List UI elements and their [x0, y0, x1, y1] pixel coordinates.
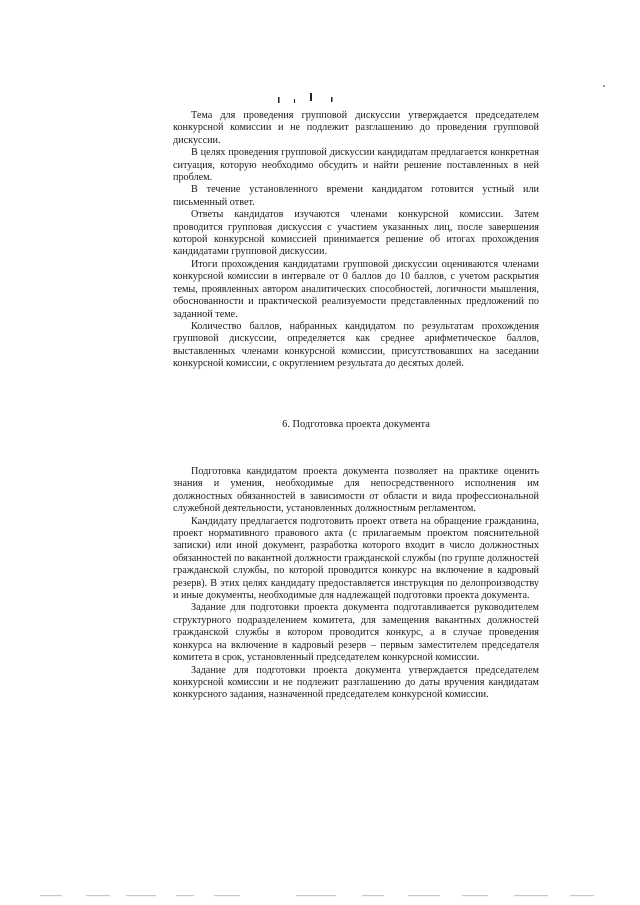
paragraph: Тема для проведения групповой дискуссии утверждается председателем конкурсной комиссии и не подлежит разглашению до проведения групповой дискуссии. — [173, 110, 539, 146]
section-heading: 6. Подготовка проекта документа — [282, 419, 430, 430]
paragraph: Задание для подготовки проекта документа утверждается председателем конкурсной комиссии и не подлежит разглашению до даты вручения кандидатам конкурсного задания, назначенной председателем конкурсной комиссии. — [173, 664, 539, 701]
paragraph: Кандидату предлагается подготовить проект ответа на обращение гражданина, проект нормативного правового акта (с прилагаемым проектом пояснительной записки) или иной документ, разработка которого входит в число должностных обязанностей по вакантной должности гражданской службы (по группе должностей гражданской службы, по которой проводится конкурс на включение в кадровый резерв). В этих целях кандидату предоставляется инструкция по делопроизводству и иные документы, необходимые для надлежащей подготовки проекта документа. — [173, 515, 539, 602]
footer-scan-marks — [40, 895, 594, 896]
header-scan-specks — [278, 85, 605, 103]
paragraph: В целях проведения групповой дискуссии кандидатам предлагается конкретная ситуация, которую необходимо обсудить и найти решение поставленных в ней проблем. — [173, 147, 539, 184]
paragraph: Итоги прохождения кандидатами групповой дискуссии оцениваются членами конкурсной комиссии в интервале от 0 баллов до 10 баллов, с учетом раскрытия темы, проявленных автором аналитических способностей, логичности мышления, обоснованности и практической реализуемости представленных предложений по заданной теме. — [173, 258, 539, 320]
paragraph: Ответы кандидатов изучаются членами конкурсной комиссии. Затем проводится групповая дискуссия с участием указанных лиц, после завершения которой конкурсной комиссией принимается решение об итогах прохождения кандидатами групповой дискуссии. — [173, 209, 539, 258]
body-text-part-1 — [173, 110, 539, 371]
paragraph: В течение установленного времени кандидатом готовится устный или письменный ответ. — [173, 184, 539, 208]
paragraph: Подготовка кандидатом проекта документа позволяет на практике оценить знания и умения, необходимые для непосредственного исполнения им должностных обязанностей в зависимости от области и вида профессиональной служебной деятельности, установленных должностным регламентом. — [173, 466, 539, 515]
body-text-part-2 — [173, 466, 539, 702]
paragraph: Задание для подготовки проекта документа подготавливается руководителем структурного подразделением комитета, для замещения вакантных должностей гражданской службы в котором проводится конкурс, а в случае проведения конкурса на включение в кадровый резерв – первым заместителем председателя комитета в срок, установленный председателем конкурсной комиссии. — [173, 602, 539, 664]
paragraph: Количество баллов, набранных кандидатом по результатам прохождения групповой дискуссии, определяется как среднее арифметическое баллов, выставленных членами конкурсной комиссии, присутствовавших на заседании конкурсной комиссии, с округлением результата до десятых долей. — [173, 320, 539, 370]
